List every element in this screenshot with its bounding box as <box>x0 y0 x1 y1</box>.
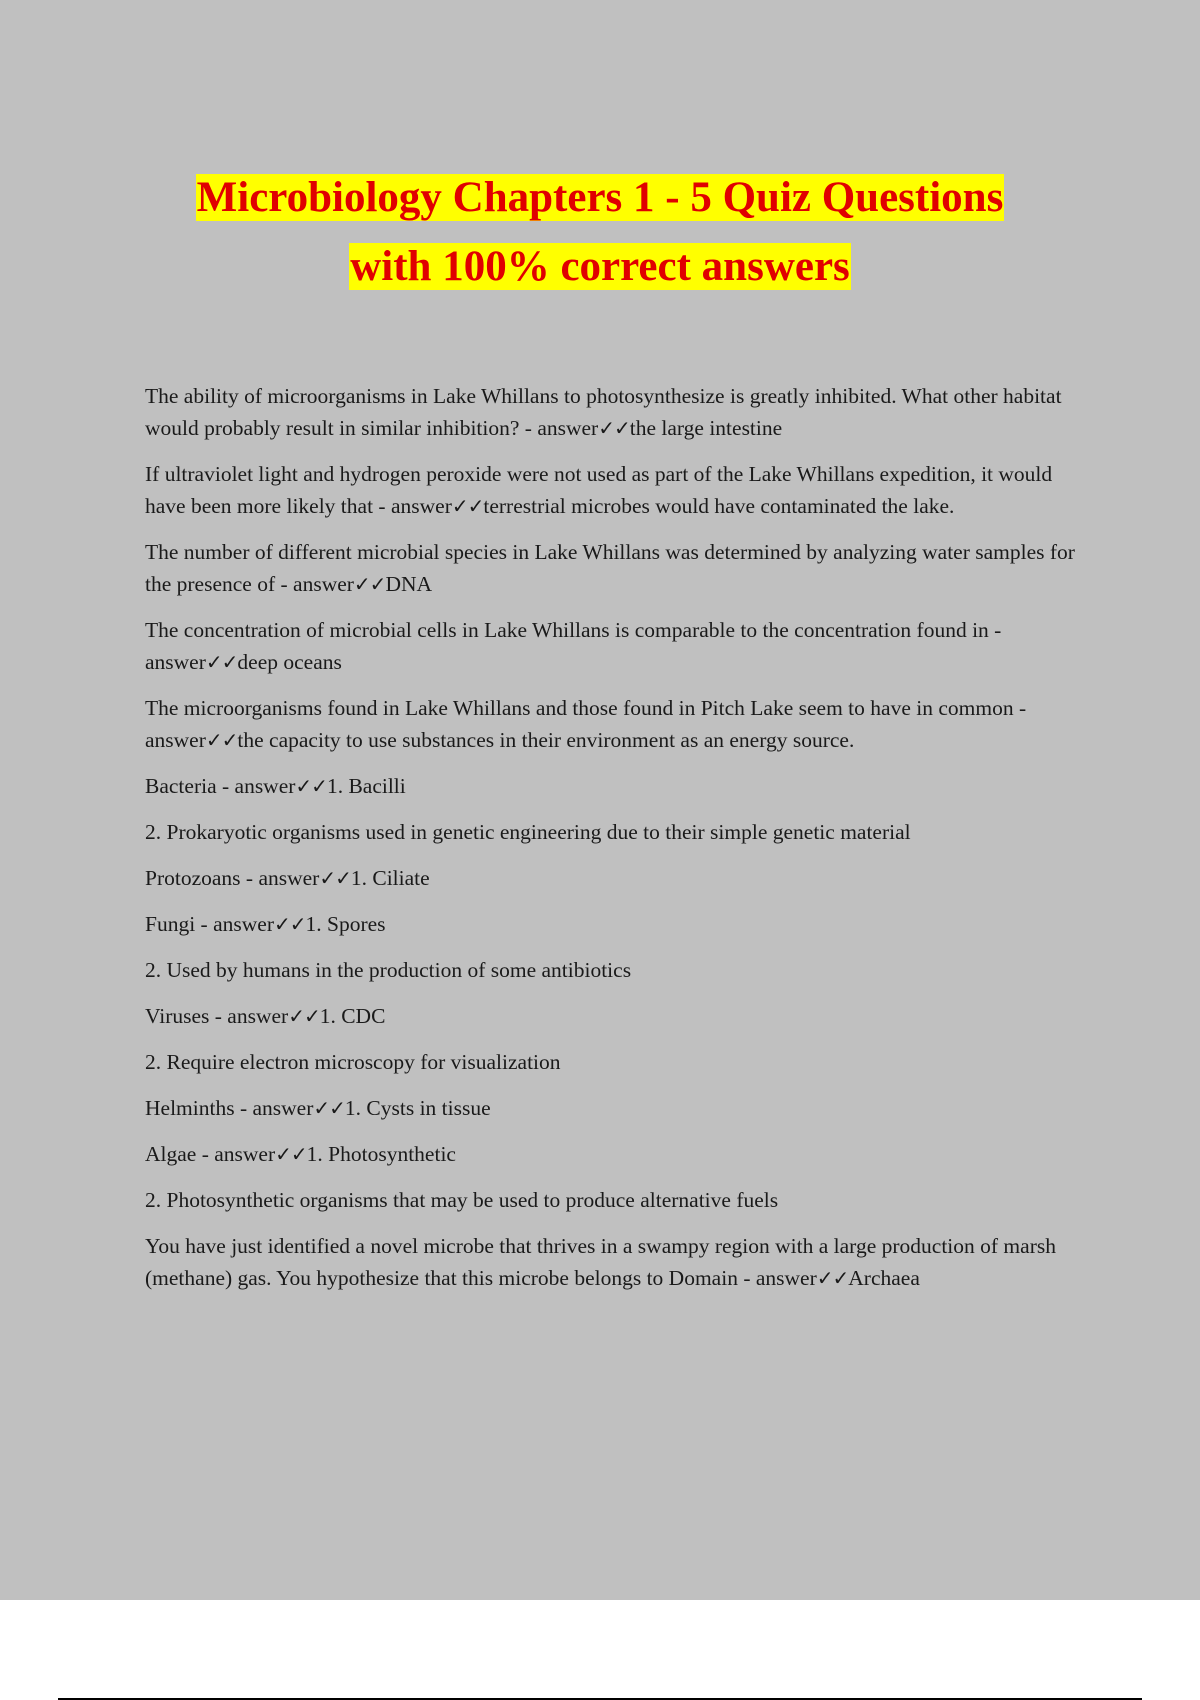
qa-item: The concentration of microbial cells in Lake Whillans is comparable to the concentration found in - answer✓✓deep oceans <box>145 618 1002 674</box>
qa-continuation: 2. Photosynthetic organisms that may be used to produce alternative fuels <box>145 1188 779 1212</box>
double-check-icon: ✓✓ <box>319 866 351 890</box>
qa-item: Bacteria - answer✓✓1. Bacilli <box>145 774 406 798</box>
qa-continuation: 2. Require electron microscopy for visualization <box>145 1050 561 1074</box>
double-check-icon: ✓✓ <box>205 650 238 674</box>
qa-item: You have just identified a novel microbe that thrives in a swampy region with a large production of marsh (methane) gas. You hypothesize that this microbe belongs to Domain - answer✓✓Archaea <box>145 1234 1056 1290</box>
double-check-icon: ✓✓ <box>288 1004 320 1028</box>
qa-continuation: 2. Prokaryotic organisms used in genetic engineering due to their simple genetic material <box>145 820 911 844</box>
double-check-icon: ✓✓ <box>313 1096 345 1120</box>
double-check-icon: ✓✓ <box>275 1142 307 1166</box>
double-check-icon: ✓✓ <box>273 912 306 936</box>
qa-item: Protozoans - answer✓✓1. Ciliate <box>145 866 430 890</box>
title-line-2: with 100% correct answers <box>350 243 850 290</box>
qa-item: Viruses - answer✓✓1. CDC <box>145 1004 386 1028</box>
document-title <box>60 168 1140 306</box>
qa-continuation: 2. Used by humans in the production of some antibiotics <box>145 958 632 982</box>
qa-item: The ability of microorganisms in Lake Whillans to photosynthesize is greatly inhibited. What other habitat would probably result in similar inhibition? - answer✓✓the large intestine <box>145 384 1062 440</box>
double-check-icon: ✓✓ <box>353 572 386 596</box>
qa-item: The microorganisms found in Lake Whillans and those found in Pitch Lake seem to have in common - answer✓✓the capacity to use substances in their environment as an energy source. <box>145 696 1027 752</box>
qa-item: Fungi - answer✓✓1. Spores <box>145 912 386 936</box>
double-check-icon: ✓✓ <box>205 728 238 752</box>
qa-list <box>145 380 1085 1308</box>
qa-item: Helminths - answer✓✓1. Cysts in tissue <box>145 1096 491 1120</box>
double-check-icon: ✓✓ <box>816 1266 849 1290</box>
title-line-1: Microbiology Chapters 1 - 5 Quiz Questions <box>196 174 1004 221</box>
double-check-icon: ✓✓ <box>451 494 484 518</box>
qa-item: If ultraviolet light and hydrogen peroxide were not used as part of the Lake Whillans expedition, it would have been more likely that - answer✓✓terrestrial microbes would have contaminated the lake. <box>145 462 1053 518</box>
qa-item: Algae - answer✓✓1. Photosynthetic <box>145 1142 456 1166</box>
qa-item: The number of different microbial species in Lake Whillans was determined by analyzing water samples for the presence of - answer✓✓DNA <box>145 540 1075 596</box>
double-check-icon: ✓✓ <box>295 774 327 798</box>
double-check-icon: ✓✓ <box>598 416 630 440</box>
